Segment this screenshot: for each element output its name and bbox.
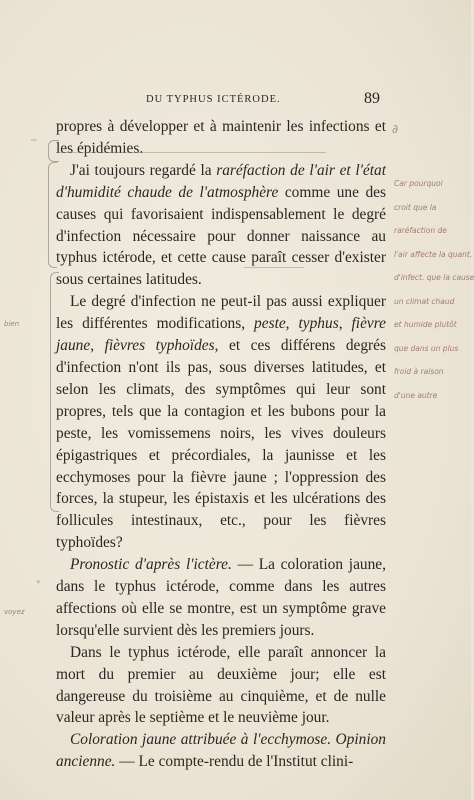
rubric-coloration: Coloration jaune attribuée à l'ecchymose. Opinion ancienne. <box>56 731 386 771</box>
pencil-bracket-3 <box>50 272 59 512</box>
paragraph-6: Coloration jaune attribuée à l'ecchymose. Opinion ancienne. — Le compte-rendu de l'Institut clini- <box>56 731 386 771</box>
paragraph-1: propres à développer et à maintenir les infections et les épidémies. <box>56 118 386 157</box>
rubric-pronostic: Pronostic d'après l'ictère. <box>70 556 232 574</box>
paragraph-4: Pronostic d'après l'ictère. — La coloration jaune, dans le typhus ictérode, comme dans les autres affections où elle se montre, est un symptôme grave lorsqu'elle survient dès les premiers jours. <box>56 556 386 639</box>
pencil-bracket-1 <box>48 140 59 162</box>
paragraph-3: Le degré d'infection ne peut-il pas aussi expliquer les différentes modifications, peste, typhus, fièvre jaune, fièvres typhoïdes, et ces différens degrés d'infection n'ont ils pas, sous diverses latitudes, et selon les climats, des symptômes qui leur sont propres, tels que la contagion et les bubons pour la peste, les vomissemens noirs, les vives douleurs épigastriques et précordiales, la jaunisse et les ecchymoses pour la fièvre jaune ; l'oppression des forces, la stupeur, les épistaxis et les ulcérations des follicules intestinaux, etc., pour les fièvres typhoïdes? <box>56 293 386 552</box>
pencil-mark-icon: ∂ <box>392 122 399 136</box>
pencil-bracket-2 <box>48 162 57 268</box>
left-marginal-note-1: bien <box>4 320 20 328</box>
left-marginal-note-2: voyez <box>4 608 25 616</box>
paragraph-5: Dans le typhus ictérode, elle paraît annoncer la mort du premier au deuxième jour; elle est dangereuse du troisième au cinquième, et de nulle valeur après le septième et le neuvième jour. <box>56 643 386 727</box>
running-head <box>60 92 380 114</box>
pencil-underline-1 <box>56 152 326 153</box>
emphasis-rarefaction: raréfaction de l'air et l'état d'humidité chaude de l'atmosphère <box>56 161 386 201</box>
paragraph-2: J'ai toujours regardé la raréfaction de l'air et l'état d'humidité chaude de l'atmosphère comme une des causes qui favorisaient indispensablement le degré d'infection nécessaire pour donner naissance au typhus ictérode, et cette cause paraît cesser d'exister sous certaines latitudes. <box>56 161 386 289</box>
page-number: 89 <box>364 90 380 107</box>
right-marginal-notes: Car pourquoi croit que la raréfaction de l'air affecte la quant. d'infect. que la cause un climat chaud et humide plutôt que dans un plus froid à raison d'une autre <box>394 179 474 400</box>
pencil-mark-icon: ~ <box>30 136 38 146</box>
body-text <box>56 116 386 773</box>
running-title: DU TYPHUS ICTÉRODE. <box>146 94 281 105</box>
pencil-underline-2 <box>244 267 304 268</box>
pencil-mark-icon: ° <box>36 580 41 590</box>
